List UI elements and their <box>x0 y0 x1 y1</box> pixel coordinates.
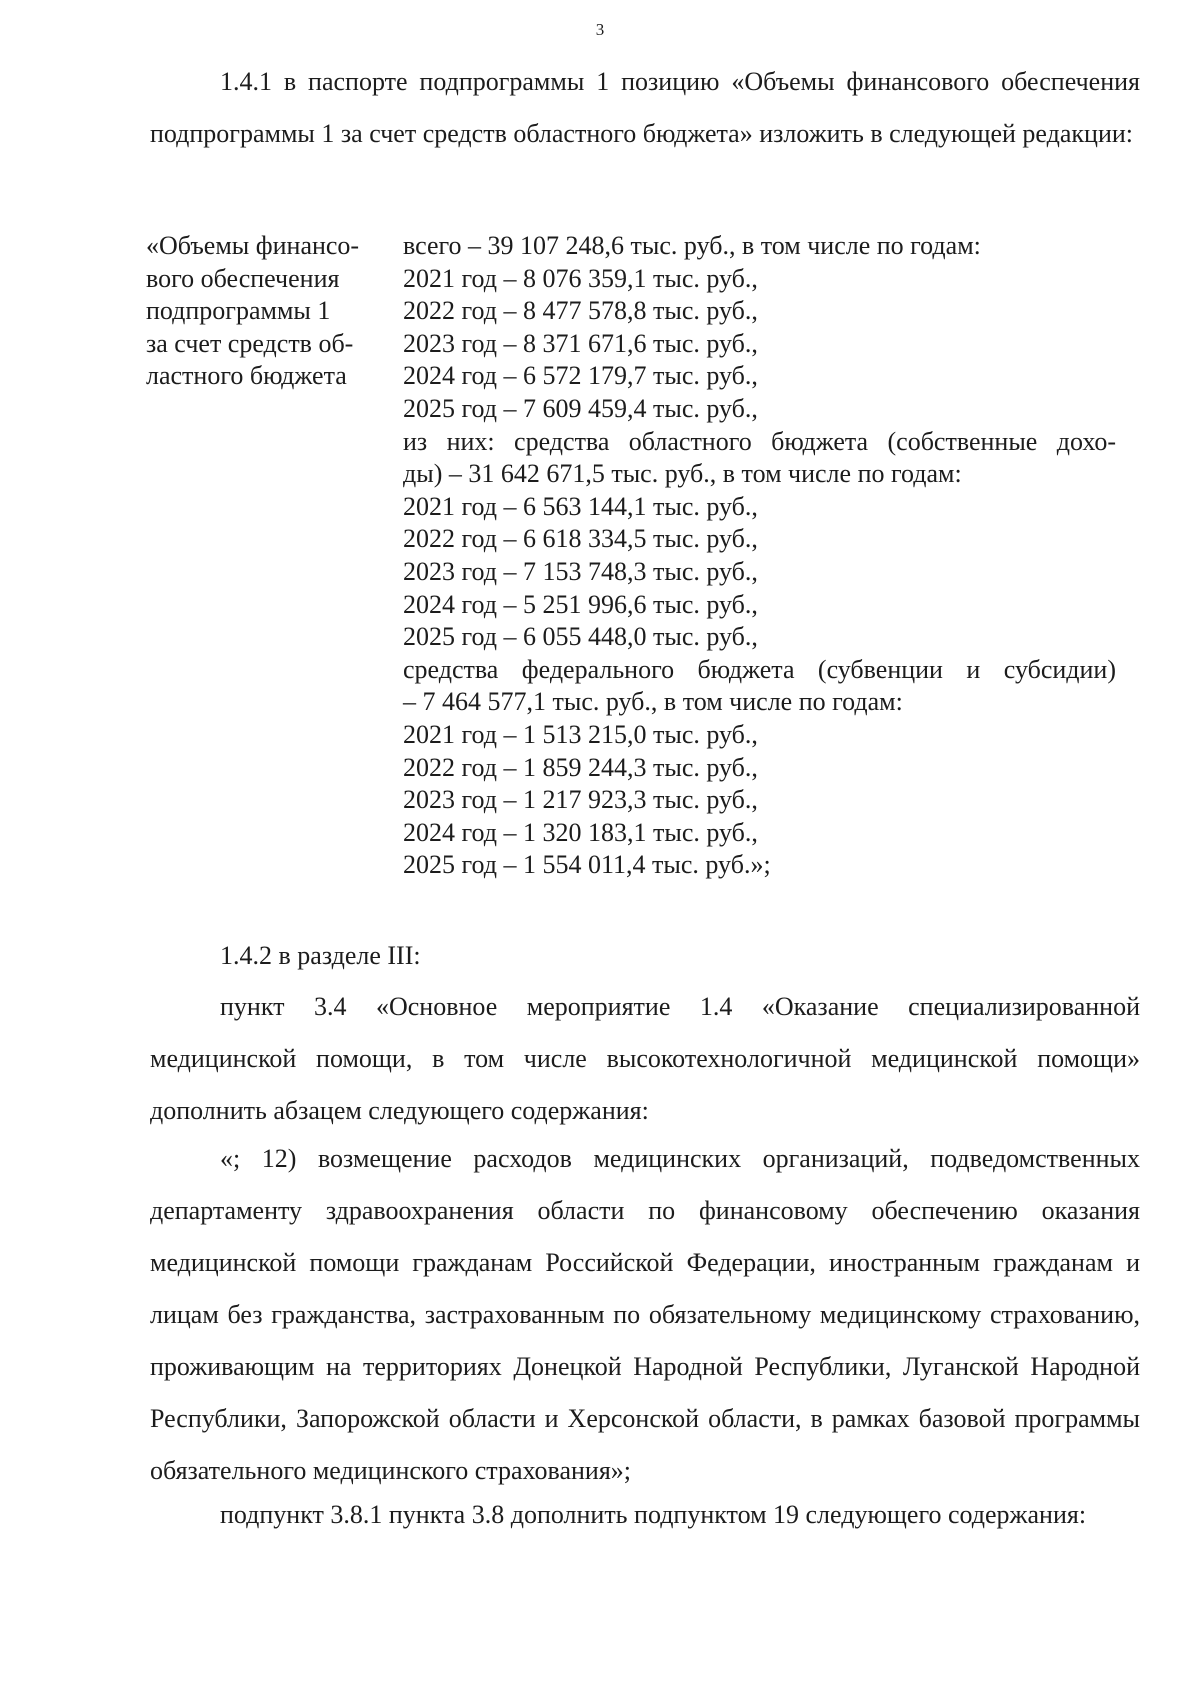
funding-year-line: 2023 год – 1 217 923,3 тыс. руб., <box>403 785 758 815</box>
passport-title-line: «Объемы финансо- <box>146 231 360 260</box>
funding-year-line: 2023 год – 7 153 748,3 тыс. руб., <box>403 556 758 586</box>
passport-title-line: ластного бюджета <box>146 361 347 391</box>
passport-title-line: подпрограммы 1 <box>146 296 331 326</box>
passport-title-line: вого обеспечения <box>146 263 340 293</box>
page-number: 3 <box>595 20 605 39</box>
paragraph-subitem-12: «; 12) возмещение расходов медицинских организаций, подведомственных департаменту здравоохранения области по финансовому обеспечению оказания медицинской помощи гражданам Российской Федерации, иностранным гражданам и лицам без гражданства, застрахованным по обязательному медицинскому страхованию, проживающим на территориях Донецкой Народной Республики, Луганской Народной Республики, Запорожской области и Херсонской области, в рамках базовой программы обязательного медицинского страхования»; <box>150 1144 1140 1485</box>
regional-budget-heading-line: из них: средства областного бюджета (собственные дохо- <box>403 426 1116 456</box>
funding-year-line: 2021 год – 1 513 215,0 тыс. руб., <box>403 719 758 749</box>
federal-budget-heading-line: средства федерального бюджета (субвенции и субсидии) <box>403 654 1116 684</box>
funding-year-line: 2024 год – 5 251 996,6 тыс. руб., <box>403 589 758 619</box>
funding-year-line: 2023 год – 8 371 671,6 тыс. руб., <box>403 328 758 358</box>
passport-position-title <box>146 230 376 393</box>
funding-year-line: 2025 год – 6 055 448,0 тыс. руб., <box>403 622 758 652</box>
funding-year-line: 2024 год – 6 572 179,7 тыс. руб., <box>403 361 758 391</box>
federal-budget-total-line: – 7 464 577,1 тыс. руб., в том числе по годам: <box>403 687 903 717</box>
funding-total-line: всего – 39 107 248,6 тыс. руб., в том числе по годам: <box>403 231 981 260</box>
paragraph-item-1-4-2: 1.4.2 в разделе III: <box>220 941 421 970</box>
passport-position-values <box>403 230 1116 882</box>
funding-year-line: 2021 год – 8 076 359,1 тыс. руб., <box>403 263 758 293</box>
funding-year-line: 2021 год – 6 563 144,1 тыс. руб., <box>403 491 758 521</box>
funding-year-line: 2022 год – 6 618 334,5 тыс. руб., <box>403 524 758 554</box>
funding-year-line: 2022 год – 1 859 244,3 тыс. руб., <box>403 752 758 782</box>
paragraph-point-3-4: пункт 3.4 «Основное мероприятие 1.4 «Оказание специализированной медицинской помощи, в том числе высокотехнологичной медицинской помощи» дополнить абзацем следующего содержания: <box>150 992 1140 1125</box>
regional-budget-total-line: ды) – 31 642 671,5 тыс. руб., в том числе по годам: <box>403 459 962 489</box>
passport-title-line: за счет средств об- <box>146 328 354 358</box>
funding-year-line: 2022 год – 8 477 578,8 тыс. руб., <box>403 296 758 326</box>
paragraph-item-1-4-1: 1.4.1 в паспорте подпрограммы 1 позицию «Объемы финансового обеспечения подпрограммы 1 за счет средств областного бюджета» изложить в следующей редакции: <box>150 67 1140 148</box>
funding-year-line: 2025 год – 7 609 459,4 тыс. руб., <box>403 393 758 423</box>
paragraph-subpoint-3-8-1: подпункт 3.8.1 пункта 3.8 дополнить подпунктом 19 следующего содержания: <box>220 1500 1087 1529</box>
funding-year-line: 2025 год – 1 554 011,4 тыс. руб.»; <box>403 850 771 880</box>
funding-year-line: 2024 год – 1 320 183,1 тыс. руб., <box>403 817 758 847</box>
